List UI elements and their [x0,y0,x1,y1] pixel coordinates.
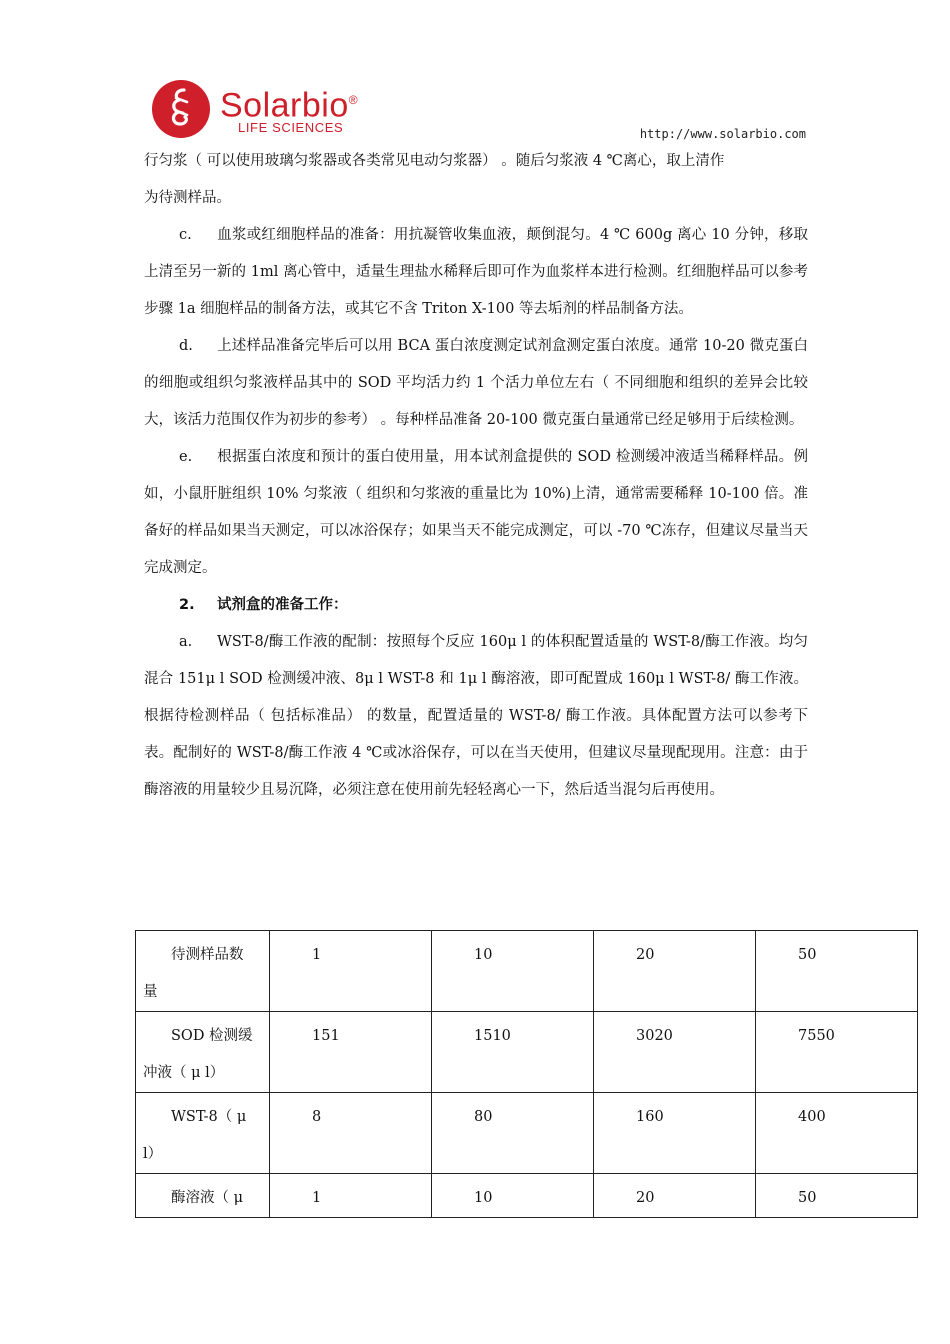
paragraph-continuation-line: 行匀浆（ 可以使用玻璃匀浆器或各类常见电动匀浆器） 。随后匀浆液 4 ℃离心，取上清作 [144,153,725,169]
row-label-line2: 量 [143,984,158,1000]
table-cell: 20 [594,931,756,1012]
table-cell: 400 [756,1093,918,1174]
step-c-marker: c. [179,227,192,243]
step-a-marker: a. [179,634,193,650]
row-label-cell [136,1174,270,1218]
reagent-table [135,930,918,1218]
section-2-heading [144,587,808,624]
row-label-line1: SOD 检测缓 [171,1028,253,1044]
row-label-cell [136,931,270,1012]
table-cell: 151 [270,1012,432,1093]
table-row [136,1093,918,1174]
solarbio-emblem-icon [150,78,212,140]
table-cell: 80 [432,1093,594,1174]
table-cell: 10 [432,1174,594,1218]
step-d-text: 上述样品准备完毕后可以用 BCA 蛋白浓度测定试剂盒测定蛋白浓度。通常 10-20 微克蛋白的细胞或组织匀浆液样品其中的 SOD 平均活力约 1 个活力单位左右（ 不同细胞和组织的差异会比较大，该活力范围仅作为初步的参考） 。每种样品准备 20-100 微克蛋白量通常已经足够用于后续检测。 [144,338,808,428]
section-2-title: 试剂盒的准备工作： [217,597,348,613]
document-body [144,143,808,809]
solarbio-logo [150,78,380,140]
step-e-paragraph [144,439,808,587]
table-cell: 20 [594,1174,756,1218]
step-e-marker: e. [179,449,193,465]
logo-name: Solarbio [220,86,349,125]
paragraph-continuation-end: 为待测样品。 [144,190,231,206]
row-label-line1: 酶溶液（ μ [171,1190,244,1206]
step-c-text: 血浆或红细胞样品的准备：用抗凝管收集血液，颠倒混匀。4 ℃ 600g 离心 10 分钟，移取上清至另一新的 1ml 离心管中，适量生理盐水稀释后即可作为血浆样本进行检测。红细胞样品可以参考步骤 1a 细胞样品的制备方法，或其它不含 Triton X-100 等去垢剂的样品制备方法。 [144,227,808,317]
row-label-cell [136,1093,270,1174]
table-cell: 50 [756,1174,918,1218]
row-label-cell [136,1012,270,1093]
step-c-paragraph [144,217,808,328]
step-d-paragraph [144,328,808,439]
logo-registered-mark: ® [348,93,359,107]
table-cell: 8 [270,1093,432,1174]
row-label-line2: 冲液（ μ l） [143,1065,225,1081]
table-cell: 1 [270,1174,432,1218]
table-cell: 1510 [432,1012,594,1093]
table-cell: 1 [270,931,432,1012]
table-cell: 50 [756,931,918,1012]
table-cell: 7550 [756,1012,918,1093]
row-label-line1: WST-8（ μ [171,1109,247,1125]
step-e-text: 根据蛋白浓度和预计的蛋白使用量，用本试剂盒提供的 SOD 检测缓冲液适当稀释样品。例如，小鼠肝脏组织 10% 匀浆液（ 组织和匀浆液的重量比为 10%)上清，通常需要稀释 10-100 倍。准备好的样品如果当天测定，可以冰浴保存；如果当天不能完成测定，可以 -70 ℃冻存，但建议尽量当天完成测定。 [144,449,808,576]
table-row [136,1012,918,1093]
row-label-line2: l） [143,1146,163,1162]
table-cell: 3020 [594,1012,756,1093]
header-url: http://www.solarbio.com [639,127,806,141]
step-a-text: WST-8/酶工作液的配制：按照每个反应 160μ l 的体积配置适量的 WST-8/酶工作液。均匀混合 151μ l SOD 检测缓冲液、8μ l WST-8 和 1μ l 酶溶液，即可配置成 160μ l WST-8/ 酶工作液。根据待检测样品（ 包括标准品） 的数量，配置适量的 WST-8/ 酶工作液。具体配置方法可以参考下表。配制好的 WST-8/酶工作液 4 ℃或冰浴保存，可以在当天使用，但建议尽量现配现用。注意：由于酶溶液的用量较少且易沉降，必须注意在使用前先轻轻离心一下，然后适当混匀后再使用。 [144,634,808,798]
step-d-marker: d. [179,338,193,354]
table-row [136,931,918,1012]
table-cell: 10 [432,931,594,1012]
logo-subtitle: LIFE SCIENCES [238,120,344,135]
table-cell: 160 [594,1093,756,1174]
step-a-paragraph [144,624,808,809]
section-2-number: 2. [179,597,195,613]
table-row [136,1174,918,1218]
row-label-line1: 待测样品数 [171,947,244,963]
